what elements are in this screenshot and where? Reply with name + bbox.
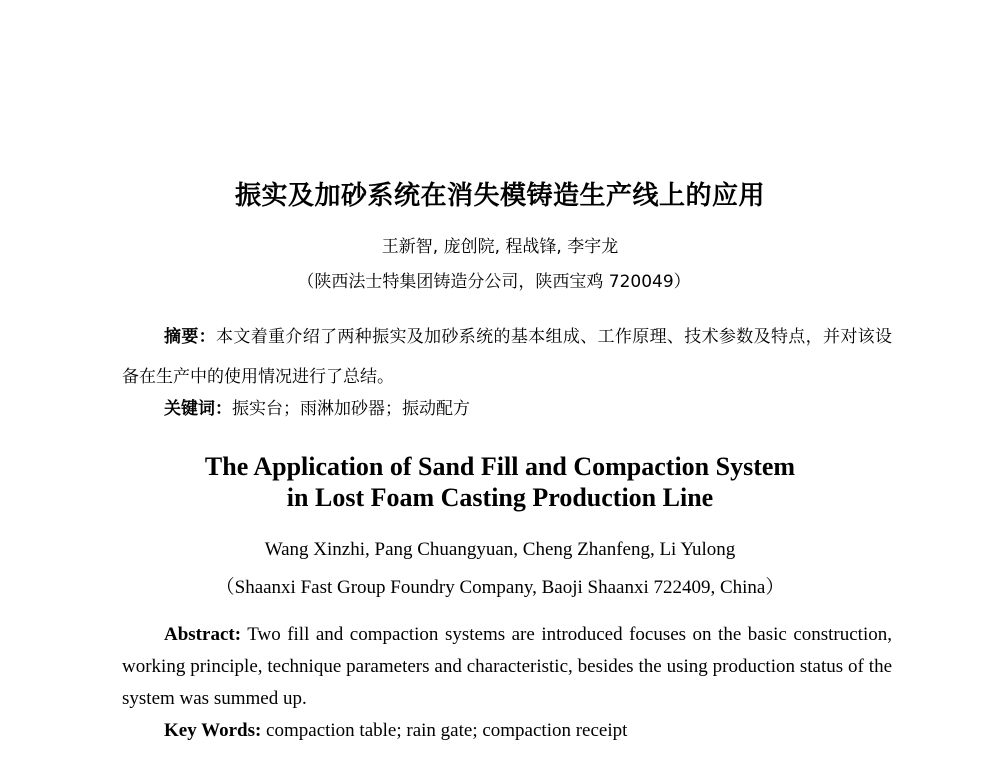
english-abstract bbox=[122, 619, 892, 715]
english-authors: Wang Xinzhi, Pang Chuangyuan, Cheng Zhanfeng, Li Yulong bbox=[264, 539, 736, 560]
english-title bbox=[0, 451, 1000, 513]
chinese-title: 振实及加砂系统在消失模铸造生产线上的应用 bbox=[234, 181, 765, 211]
chinese-authors: 王新智, 庞创院, 程战锋, 李宇龙 bbox=[381, 237, 619, 257]
english-title-line-1: The Application of Sand Fill and Compaction System bbox=[204, 452, 796, 481]
chinese-abstract-text: 本文着重介绍了两种振实及加砂系统的基本组成、工作原理、技术参数及特点，并对该设备在生产中的使用情况进行了总结。 bbox=[122, 327, 893, 387]
english-abstract-text: Two fill and compaction systems are introduced focuses on the basic construction, working principle, technique parameters and characteristic, besides the using production status of the system was summed up. bbox=[122, 624, 892, 709]
chinese-affiliation: （陕西法士特集团铸造分公司，陕西宝鸡 720049） bbox=[297, 272, 691, 292]
chinese-abstract-label: 摘要： bbox=[164, 327, 217, 347]
chinese-keywords-label: 关键词： bbox=[164, 399, 232, 419]
english-title-line-2: in Lost Foam Casting Production Line bbox=[286, 483, 714, 512]
english-keywords bbox=[164, 718, 627, 744]
english-abstract-label: Abstract: bbox=[164, 624, 242, 645]
english-affiliation: （Shaanxi Fast Group Foundry Company, Baoji Shaanxi 722409, China） bbox=[215, 577, 785, 598]
english-keywords-label: Key Words: bbox=[164, 720, 262, 741]
chinese-keywords bbox=[164, 397, 470, 421]
english-keywords-text: compaction table; rain gate; compaction receipt bbox=[261, 720, 628, 741]
chinese-abstract bbox=[122, 317, 892, 397]
chinese-keywords-text: 振实台；雨淋加砂器；振动配方 bbox=[232, 399, 470, 419]
